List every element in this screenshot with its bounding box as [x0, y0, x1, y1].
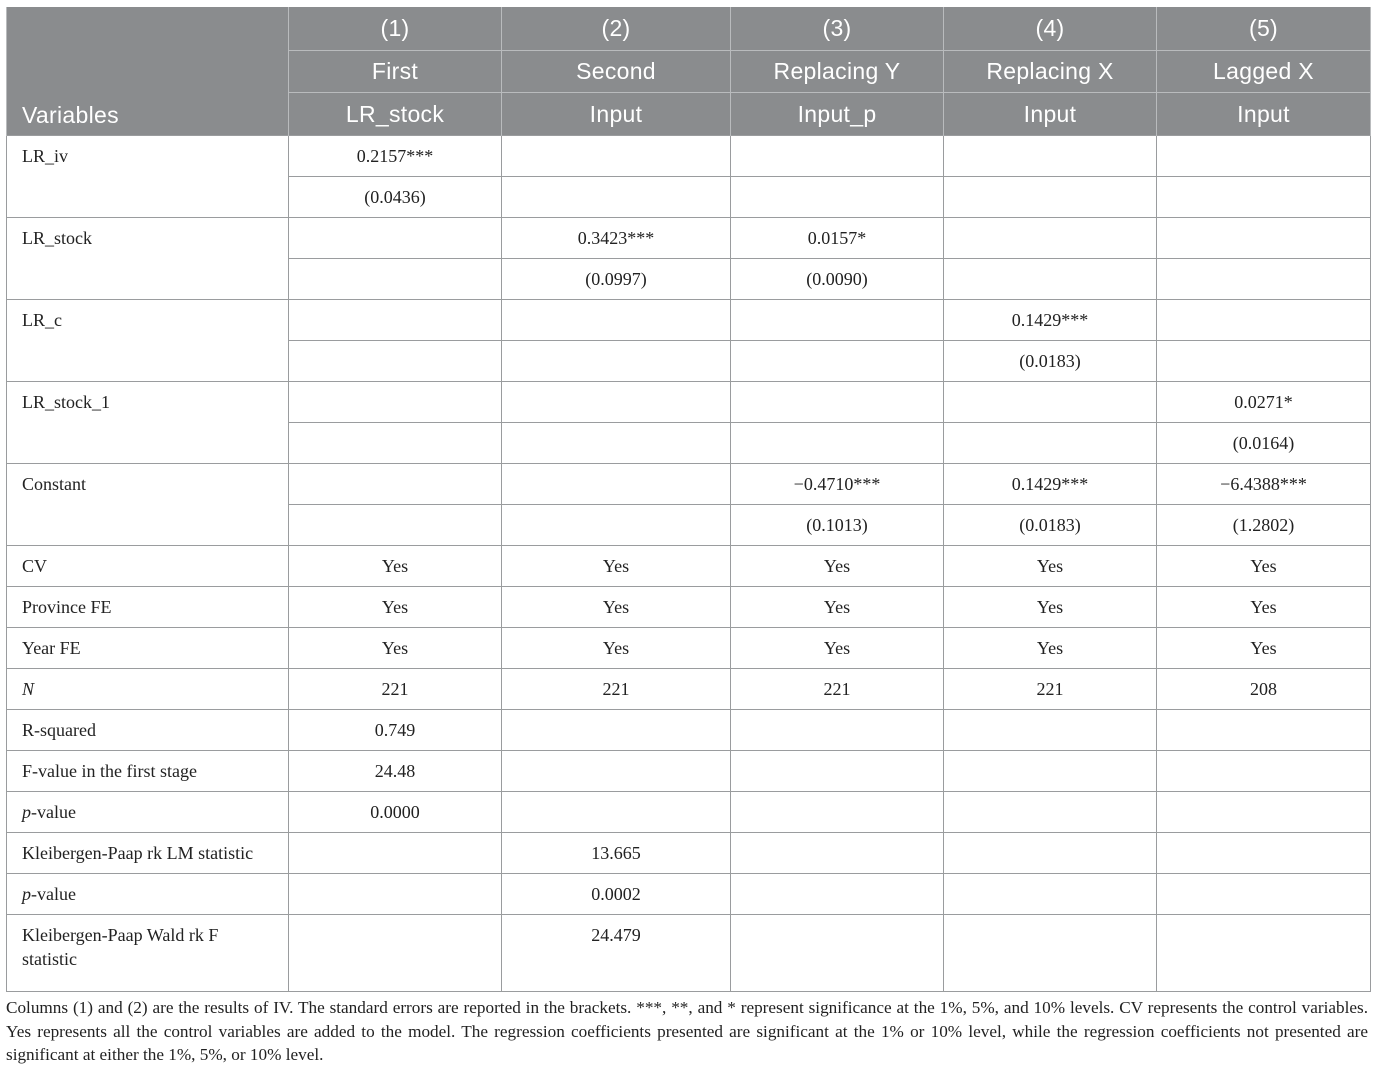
table-row-n [7, 669, 1371, 710]
se-cell [731, 177, 944, 218]
row-label-rest: -value [31, 883, 76, 904]
value-cell: Yes [731, 628, 944, 669]
value-cell [944, 751, 1157, 792]
header-model-name: Second [502, 51, 731, 93]
coef-cell [289, 300, 502, 341]
se-cell [944, 259, 1157, 300]
value-cell [944, 874, 1157, 915]
value-cell: Yes [289, 546, 502, 587]
coef-cell: −6.4388*** [1157, 464, 1371, 505]
row-label: Year FE [7, 628, 289, 669]
table-row-kp-wald-f [7, 915, 1371, 992]
row-label: LR_stock_1 [7, 382, 289, 464]
coef-cell [502, 136, 731, 177]
coef-cell [502, 382, 731, 423]
row-label: R-squared [7, 710, 289, 751]
coef-cell [731, 136, 944, 177]
header-col-number: (5) [1157, 7, 1371, 51]
coef-cell: 0.2157*** [289, 136, 502, 177]
value-cell [289, 915, 502, 992]
value-cell: Yes [731, 546, 944, 587]
value-cell [502, 792, 731, 833]
se-cell [944, 423, 1157, 464]
table-row-constant-coef [7, 464, 1371, 505]
header-dependent-var: Input [1157, 93, 1371, 136]
value-cell: 221 [731, 669, 944, 710]
value-cell: 221 [289, 669, 502, 710]
value-cell: 24.48 [289, 751, 502, 792]
value-cell [1157, 915, 1371, 992]
coef-cell [1157, 136, 1371, 177]
table-row-lr-c-coef [7, 300, 1371, 341]
table-body [7, 136, 1371, 992]
value-cell [1157, 792, 1371, 833]
coef-cell: 0.0157* [731, 218, 944, 259]
value-cell [1157, 833, 1371, 874]
value-cell [1157, 710, 1371, 751]
header-dependent-var: LR_stock [289, 93, 502, 136]
coef-cell [289, 218, 502, 259]
value-cell [944, 710, 1157, 751]
se-cell [1157, 177, 1371, 218]
table-row-f-value [7, 751, 1371, 792]
value-cell: 221 [944, 669, 1157, 710]
row-label: LR_iv [7, 136, 289, 218]
value-cell: Yes [731, 587, 944, 628]
value-cell [502, 710, 731, 751]
value-cell: 0.749 [289, 710, 502, 751]
table-row-cv [7, 546, 1371, 587]
coef-cell [289, 382, 502, 423]
se-cell [289, 423, 502, 464]
se-cell [1157, 259, 1371, 300]
value-cell [289, 874, 502, 915]
row-label-line2: statistic [22, 949, 77, 969]
coef-cell [289, 464, 502, 505]
se-cell [502, 177, 731, 218]
value-cell: 24.479 [502, 915, 731, 992]
coef-cell: −0.4710*** [731, 464, 944, 505]
coef-cell [1157, 218, 1371, 259]
se-cell: (0.0164) [1157, 423, 1371, 464]
header-col-number: (3) [731, 7, 944, 51]
se-cell [1157, 341, 1371, 382]
row-label [7, 792, 289, 833]
value-cell: Yes [502, 546, 731, 587]
value-cell [731, 710, 944, 751]
row-label-rest: -value [31, 801, 76, 822]
se-cell [502, 505, 731, 546]
row-label-italic: p [22, 801, 31, 822]
header-variables: Variables [7, 7, 289, 136]
se-cell [289, 259, 502, 300]
value-cell: Yes [289, 628, 502, 669]
table-row-kp-lm [7, 833, 1371, 874]
row-label: Kleibergen-Paap rk LM statistic [7, 833, 289, 874]
row-label [7, 915, 289, 992]
value-cell: 208 [1157, 669, 1371, 710]
value-cell: Yes [502, 587, 731, 628]
se-cell [289, 341, 502, 382]
value-cell [731, 792, 944, 833]
regression-table [6, 7, 1371, 992]
table-header [7, 7, 1371, 136]
table-row-r-squared [7, 710, 1371, 751]
table-row-lr-stock-coef [7, 218, 1371, 259]
coef-cell: 0.1429*** [944, 300, 1157, 341]
coef-cell [944, 136, 1157, 177]
value-cell: Yes [289, 587, 502, 628]
value-cell [502, 751, 731, 792]
value-cell: Yes [1157, 587, 1371, 628]
header-row-column-numbers [7, 7, 1371, 51]
coef-cell: 0.3423*** [502, 218, 731, 259]
coef-cell: 0.1429*** [944, 464, 1157, 505]
value-cell: Yes [1157, 628, 1371, 669]
row-label: F-value in the first stage [7, 751, 289, 792]
row-label: Province FE [7, 587, 289, 628]
value-cell [944, 792, 1157, 833]
table-row-lr-iv-coef [7, 136, 1371, 177]
se-cell [944, 177, 1157, 218]
header-col-number: (1) [289, 7, 502, 51]
header-model-name: Replacing X [944, 51, 1157, 93]
coef-cell [1157, 300, 1371, 341]
row-label [7, 669, 289, 710]
table-row-p-value-first [7, 792, 1371, 833]
coef-cell: 0.0271* [1157, 382, 1371, 423]
value-cell: Yes [944, 628, 1157, 669]
header-dependent-var: Input [944, 93, 1157, 136]
value-cell [731, 874, 944, 915]
coef-cell [731, 382, 944, 423]
value-cell: Yes [502, 628, 731, 669]
value-cell: 0.0002 [502, 874, 731, 915]
se-cell [502, 423, 731, 464]
row-label-italic: p [22, 883, 31, 904]
value-cell: Yes [944, 546, 1157, 587]
value-cell [289, 833, 502, 874]
coef-cell [944, 382, 1157, 423]
value-cell [731, 833, 944, 874]
row-label-text: N [22, 678, 35, 699]
value-cell [944, 833, 1157, 874]
row-label: CV [7, 546, 289, 587]
table-footnote: Columns (1) and (2) are the results of IV. The standard errors are reported in the brackets. ***, **, and * represent significance at the 1%, 5%, and 10% levels. CV represents the control variables. Yes represents all the control variables are added to the model. The regression coefficients presented are significant at the 1% or 10% level, while the regression coefficients not presented are significant at either the 1%, 5%, or 10% level. [6, 998, 1368, 1064]
regression-table-container [6, 7, 1370, 992]
value-cell: 221 [502, 669, 731, 710]
value-cell [731, 915, 944, 992]
header-col-number: (2) [502, 7, 731, 51]
value-cell [1157, 874, 1371, 915]
se-cell [289, 505, 502, 546]
coef-cell [731, 300, 944, 341]
header-dependent-var: Input_p [731, 93, 944, 136]
value-cell [944, 915, 1157, 992]
value-cell: Yes [1157, 546, 1371, 587]
coef-cell [944, 218, 1157, 259]
se-cell [731, 423, 944, 464]
value-cell: 0.0000 [289, 792, 502, 833]
table-row-year-fe [7, 628, 1371, 669]
row-label-line1: Kleibergen-Paap Wald rk F [22, 925, 219, 945]
header-dependent-var: Input [502, 93, 731, 136]
row-label: LR_stock [7, 218, 289, 300]
value-cell: Yes [944, 587, 1157, 628]
se-cell [731, 341, 944, 382]
se-cell: (0.0183) [944, 505, 1157, 546]
se-cell [502, 341, 731, 382]
value-cell [731, 751, 944, 792]
table-row-p-value-second [7, 874, 1371, 915]
table-row-province-fe [7, 587, 1371, 628]
se-cell: (0.1013) [731, 505, 944, 546]
se-cell: (0.0997) [502, 259, 731, 300]
header-model-name: Lagged X [1157, 51, 1371, 93]
coef-cell [502, 300, 731, 341]
coef-cell [502, 464, 731, 505]
row-label: Constant [7, 464, 289, 546]
se-cell: (1.2802) [1157, 505, 1371, 546]
value-cell: 13.665 [502, 833, 731, 874]
row-label [7, 874, 289, 915]
row-label: LR_c [7, 300, 289, 382]
se-cell: (0.0436) [289, 177, 502, 218]
header-model-name: Replacing Y [731, 51, 944, 93]
table-row-lr-stock-1-coef [7, 382, 1371, 423]
se-cell: (0.0090) [731, 259, 944, 300]
header-model-name: First [289, 51, 502, 93]
header-col-number: (4) [944, 7, 1157, 51]
se-cell: (0.0183) [944, 341, 1157, 382]
value-cell [1157, 751, 1371, 792]
